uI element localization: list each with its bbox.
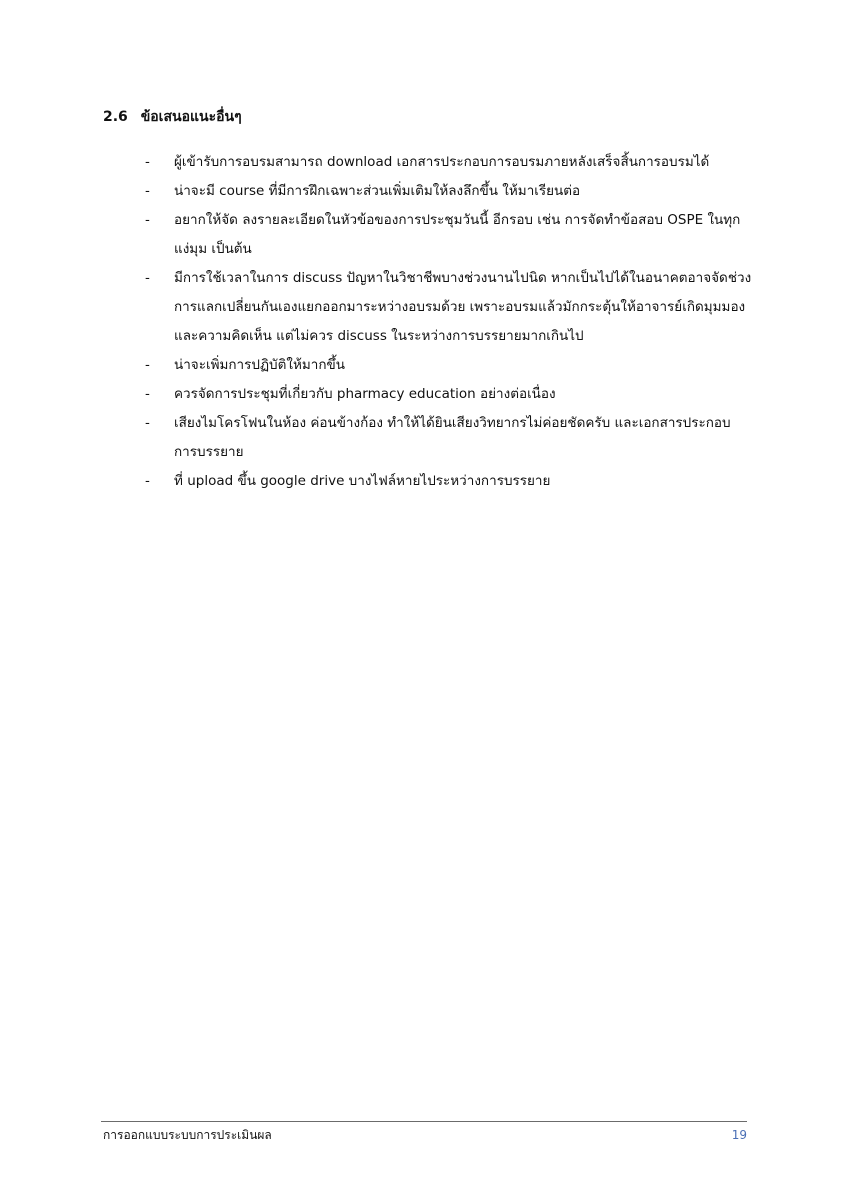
- bullet-dash: -: [145, 183, 150, 199]
- list-item: [103, 409, 753, 467]
- section-number: 2.6: [103, 109, 128, 125]
- bullet-dash: -: [145, 473, 150, 489]
- bullet-dash: -: [145, 270, 150, 286]
- list-item-text: เสียงไมโครโฟนในห้อง ค่อนข้างก้อง ทำให้ได้ยินเสียงวิทยากรไม่ค่อยชัดครับ และเอกสารประกอบการบรรยาย: [174, 415, 731, 460]
- list-item-text: อยากให้จัด ลงรายละเอียดในหัวข้อของการประชุมวันนี้ อีกรอบ เช่น การจัดทำข้อสอบ OSPE ในทุกแง่มุม เป็นต้น: [174, 212, 741, 257]
- list-item: [103, 351, 753, 380]
- bullet-dash: -: [145, 154, 150, 170]
- list-item: [103, 264, 753, 351]
- bullet-dash: -: [145, 212, 150, 228]
- page-number: 19: [731, 1128, 747, 1142]
- list-item: [103, 380, 753, 409]
- bullet-dash: -: [145, 386, 150, 402]
- list-item: [103, 206, 753, 264]
- bullet-dash: -: [145, 415, 150, 431]
- list-item-text: น่าจะเพิ่มการปฏิบัติให้มากขึ้น: [174, 357, 345, 373]
- list-item-text: ที่ upload ขึ้น google drive บางไฟล์หายไประหว่างการบรรยาย: [174, 473, 551, 489]
- list-item-text: ควรจัดการประชุมที่เกี่ยวกับ pharmacy education อย่างต่อเนื่อง: [174, 386, 556, 402]
- suggestion-list: [103, 148, 753, 496]
- list-item: [103, 177, 753, 206]
- footer-title: การออกแบบระบบการประเมินผล: [103, 1128, 272, 1142]
- list-item-text: มีการใช้เวลาในการ discuss ปัญหาในวิชาชีพบางช่วงนานไปนิด หากเป็นไปได้ในอนาคตอาจจัดช่วงการแลกเปลี่ยนกันเองแยกออกมาระหว่างอบรมด้วย เพราะอบรมแล้วมักกระตุ้นให้อาจารย์เกิดมุมมอง และความคิดเห็น แต่ไม่ควร discuss ในระหว่างการบรรยายมากเกินไป: [174, 270, 752, 344]
- section-heading: [103, 106, 242, 128]
- list-item: [103, 467, 753, 496]
- list-item-text: ผู้เข้ารับการอบรมสามารถ download เอกสารประกอบการอบรมภายหลังเสร็จสิ้นการอบรมได้: [174, 154, 710, 170]
- list-item: [103, 148, 753, 177]
- bullet-dash: -: [145, 357, 150, 373]
- section-title: ข้อเสนอแนะอื่นๆ: [140, 109, 242, 125]
- list-item-text: น่าจะมี course ที่มีการฝึกเฉพาะส่วนเพิ่มเติมให้ลงลึกขึ้น ให้มาเรียนต่อ: [174, 183, 581, 199]
- footer-divider: [101, 1121, 747, 1122]
